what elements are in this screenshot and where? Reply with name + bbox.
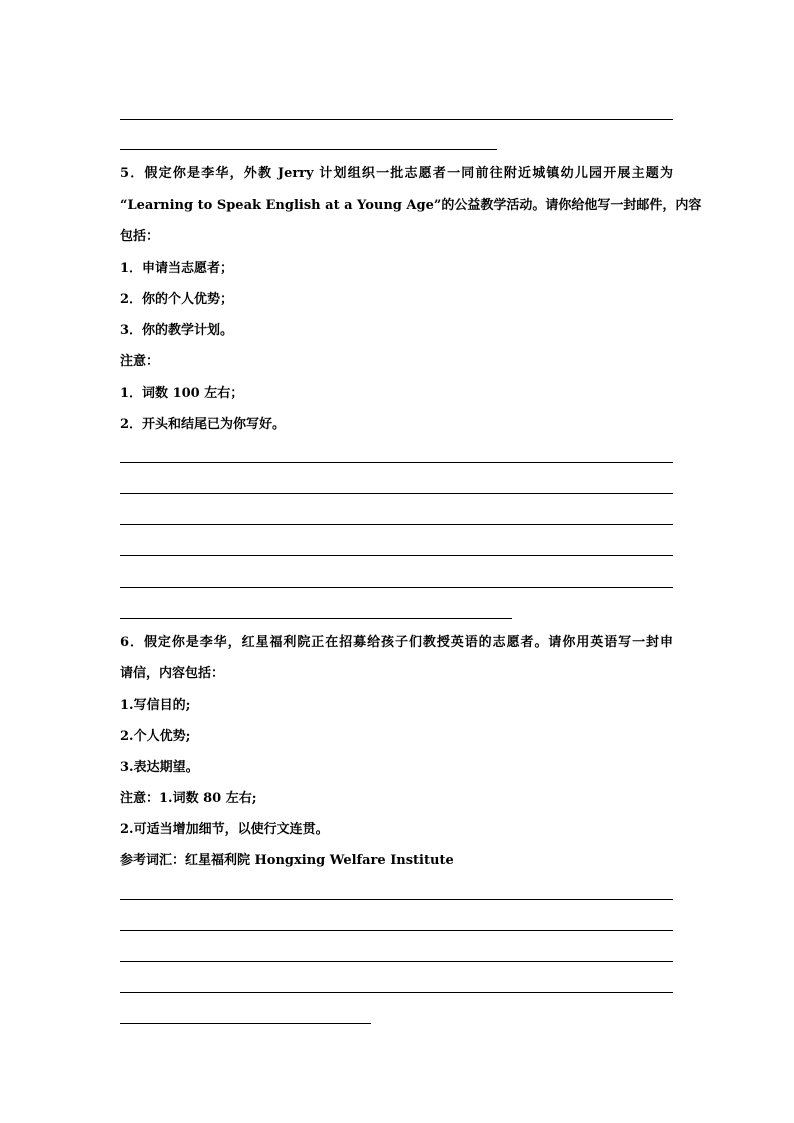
answer-line <box>120 524 673 525</box>
q5-prompt-line-1: 5．假定你是李华，外教 Jerry 计划组织一批志愿者一同前往附近城镇幼儿园开展主题为 <box>120 166 673 181</box>
answer-line <box>120 555 673 556</box>
answer-line <box>120 899 673 900</box>
answer-line-short <box>120 618 512 619</box>
q5-prompt-line-2: “Learning to Speak English at a Young Age”的公益教学活动。请你给他写一封邮件，内容 <box>120 198 702 213</box>
q5-prompt-line-3: 包括： <box>120 229 160 244</box>
answer-line <box>120 462 673 463</box>
q5-note-1: 1．词数 100 左右； <box>120 386 244 401</box>
answer-line <box>120 930 673 931</box>
q6-requirement-3: 3.表达期望。 <box>120 760 199 775</box>
answer-line-short <box>120 1023 371 1024</box>
q5-requirement-1: 1．申请当志愿者； <box>120 261 234 276</box>
q6-prompt-line-2: 请信，内容包括： <box>120 666 225 681</box>
q6-note-1: 注意：1.词数 80 左右; <box>120 791 257 806</box>
answer-line <box>120 961 673 962</box>
q6-requirement-2: 2.个人优势; <box>120 729 191 744</box>
q6-requirement-1: 1.写信目的; <box>120 698 191 713</box>
answer-line-short <box>120 149 497 150</box>
q5-note-label: 注意： <box>120 354 160 369</box>
q5-requirement-2: 2．你的个人优势； <box>120 292 234 307</box>
q5-requirement-3: 3．你的教学计划。 <box>120 323 234 338</box>
q5-note-2: 2．开头和结尾已为你写好。 <box>120 417 286 432</box>
q6-note-2: 2.可适当增加细节，以使行文连贯。 <box>120 822 329 837</box>
q6-prompt-line-1: 6．假定你是李华，红星福利院正在招募给孩子们教授英语的志愿者。请你用英语写一封申 <box>120 635 673 650</box>
answer-line <box>120 992 673 993</box>
q6-vocabulary: 参考词汇：红星福利院 Hongxing Welfare Institute <box>120 853 454 868</box>
answer-line <box>120 493 673 494</box>
answer-line <box>120 587 673 588</box>
answer-line <box>120 119 673 120</box>
